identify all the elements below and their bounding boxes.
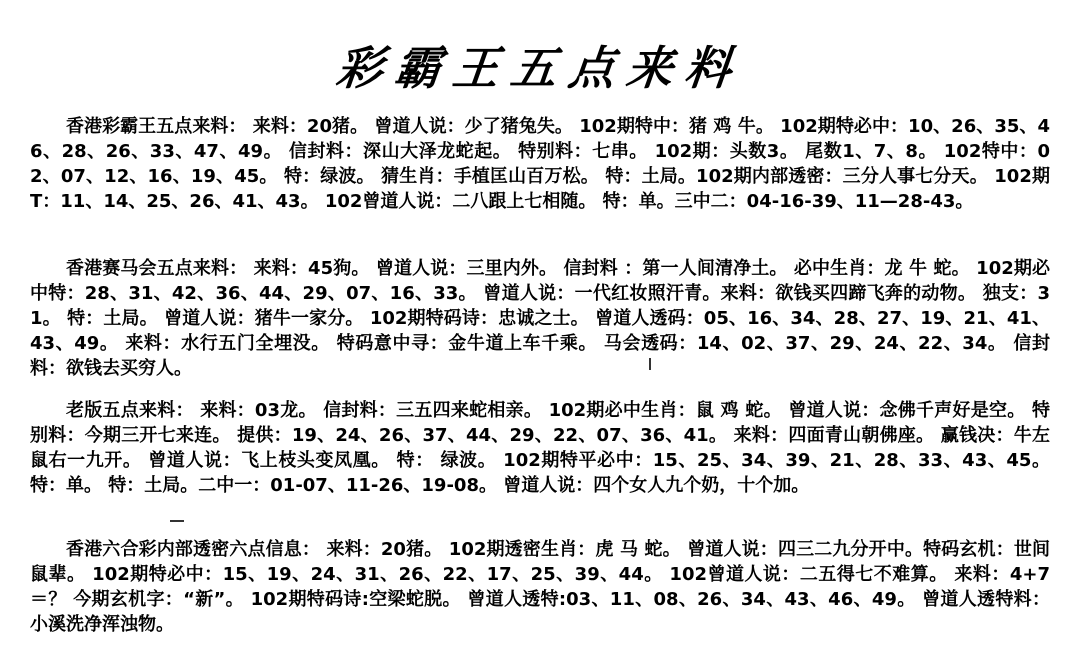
scan-mark xyxy=(649,358,651,370)
paragraph-laoban: 老版五点来料： 来料：03龙。 信封料：三五四来蛇相亲。 102期必中生肖：鼠 鸡 蛇。 曾道人说：念佛千声好是空。 特别料：今期三开七来连。 提供：19、24、26、37、44、29、22、07、36、41。 来料：四面青山朝佛座。 赢钱决：牛左鼠右一九开。 曾道人说：飞上枝头变凤凰。 特： 绿波。 102期特平必中：15、25、34、39、21、28、33、43、45。 特：单。 特：土局。二中一：01-07、11-26、19-08。 曾道人说：四个女人九个奶，十个加。 xyxy=(30,400,1050,496)
paragraph-caibawang: 香港彩霸王五点来料： 来料：20猪。 曾道人说：少了猪兔失。 102期特中：猪 鸡 牛。 102期特必中：10、26、35、46、28、26、33、47、49。 信封料：深山大泽龙蛇起。 特别料：七串。 102期：头数3。 尾数1、7、8。 102特中：02、07、12、16、19、45。 特：绿波。 猜生肖：手植匡山百万松。 特：土局。102期内部透密：三分人事七分天。 102期T：11、14、25、26、41、43。 102曾道人说：二八跟上七相随。 特：单。三中二：04-16-39、11—28-43。 xyxy=(30,116,1050,212)
paragraph-saimahui: 香港赛马会五点来料： 来料：45狗。 曾道人说：三里内外。 信封料 ：第一人间清净土。 必中生肖：龙 牛 蛇。 102期必中特：28、31、42、36、44、29、07、16、33。 曾道人说：一代红妆照汗青。来料：欲钱买四蹄飞奔的动物。 独支：31。 特：土局。 曾道人说：猪牛一家分。 102期特码诗：忠诚之士。 曾道人透码：05、16、34、28、27、19、21、41、43、49。 来料：水行五门全埋没。 特码意中寻：金牛道上车千乘。 马会透码：14、02、37、29、24、22、34。 信封料：欲钱去买穷人。 xyxy=(30,258,1050,379)
scan-dash xyxy=(170,520,184,522)
page-title: 彩霸王五点来料 xyxy=(333,41,746,95)
paragraph-liuhecai: 香港六合彩内部透密六点信息： 来料：20猪。 102期透密生肖：虎 马 蛇。 曾道人说：四三二九分开中。特码玄机：世间鼠辈。 102期特必中：15、19、24、31、26、22、17、25、39、44。 102曾道人说：二五得七不难算。 来料：4+7＝？ 今期玄机字：“新”。 102期特码诗:空梁蛇脱。 曾道人透特:03、11、08、26、34、43、46、49。 曾道人透特料：小溪洗净浑浊物。 xyxy=(30,539,1050,635)
faint-scan-residue xyxy=(150,231,440,243)
